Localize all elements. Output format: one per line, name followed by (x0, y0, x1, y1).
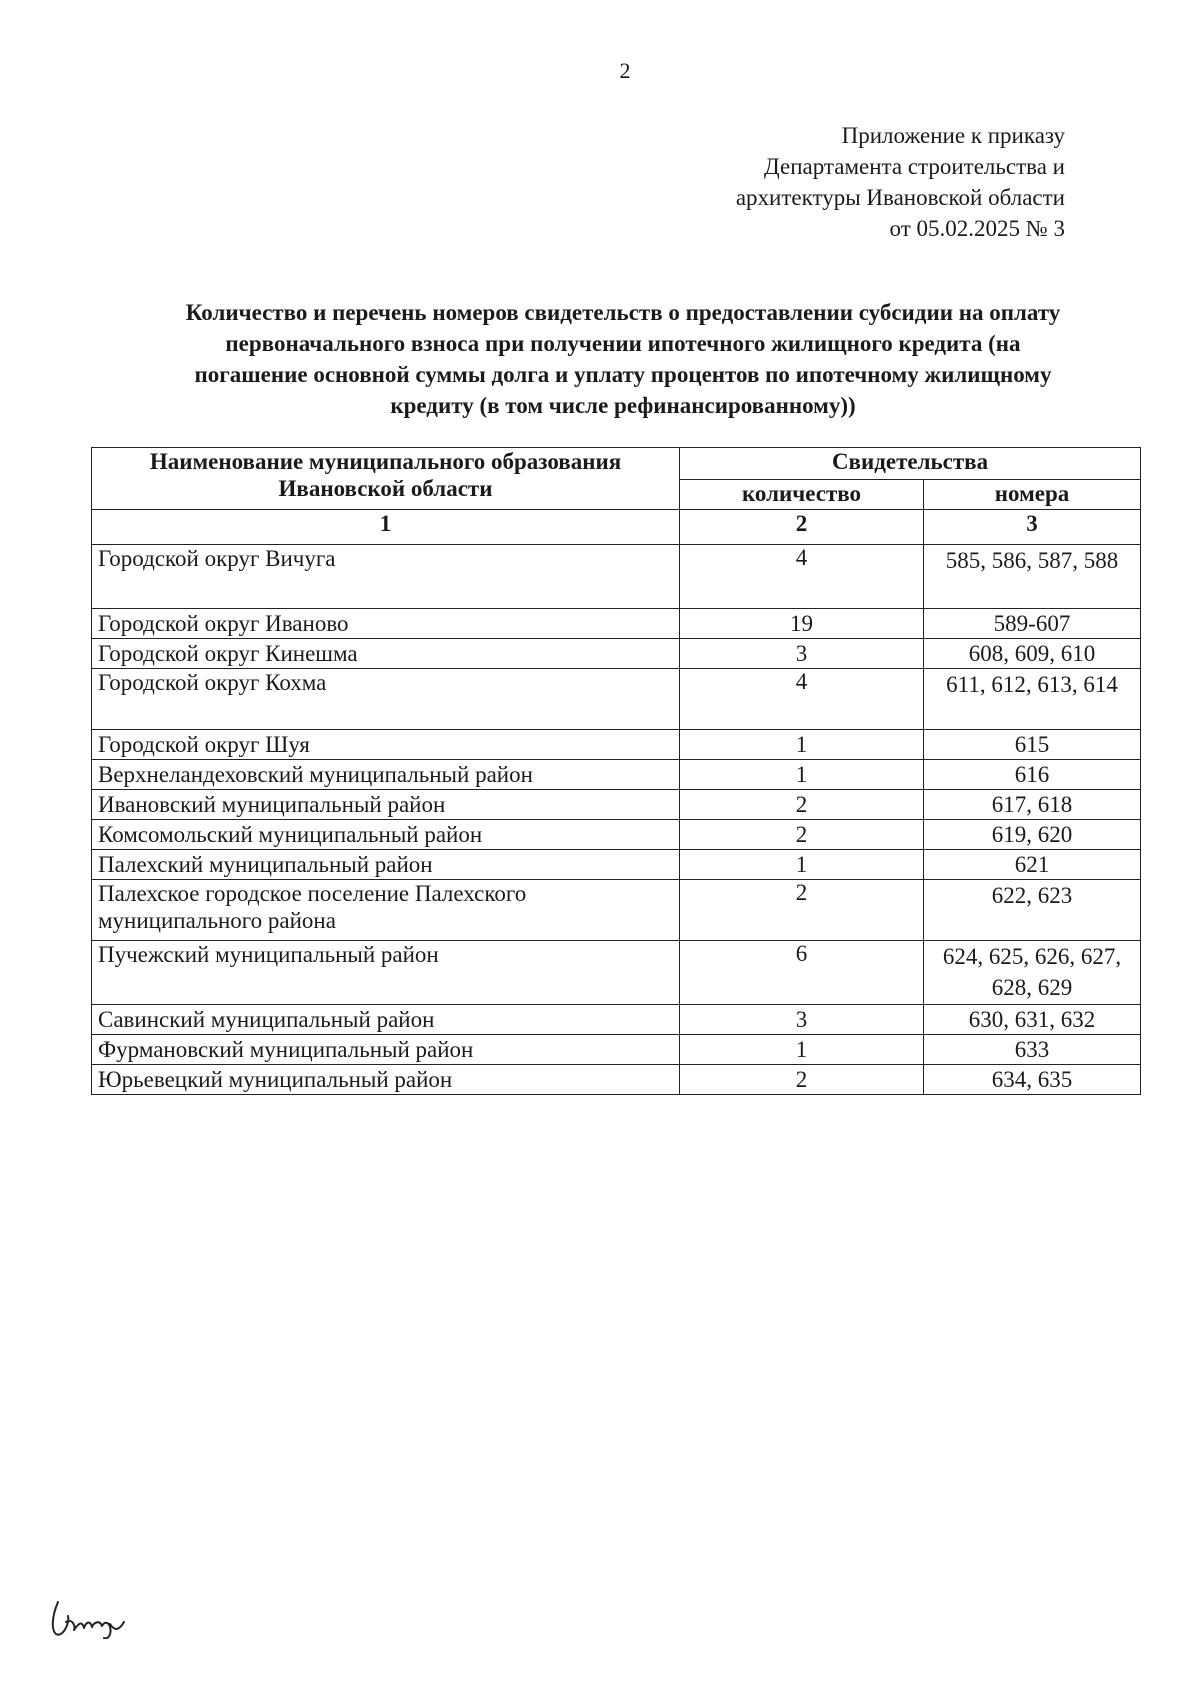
municipality-name: Верхнеландеховский муниципальный район (92, 760, 680, 790)
table-row (92, 850, 1141, 880)
municipality-name: Городской округ Кохма (92, 669, 680, 730)
certificate-numbers: 622, 623 (924, 880, 1141, 941)
certificate-numbers: 589-607 (924, 609, 1141, 639)
certificate-numbers: 619, 620 (924, 820, 1141, 850)
appendix-line: Департамента строительства и (764, 154, 1065, 179)
certificate-count: 2 (680, 820, 924, 850)
municipality-name: Савинский муниципальный район (92, 1005, 680, 1035)
table-row (92, 669, 1141, 730)
certificate-count: 19 (680, 609, 924, 639)
title-line: кредиту (в том числе рефинансированному)) (390, 393, 856, 418)
table-row (92, 760, 1141, 790)
certificate-numbers: 615 (924, 730, 1141, 760)
certificate-numbers: 608, 609, 610 (924, 639, 1141, 669)
title-line: первоначального взноса при получении ипотечного жилищного кредита (на (225, 331, 1021, 356)
certificate-count: 6 (680, 941, 924, 1005)
certificate-numbers: 616 (924, 760, 1141, 790)
table-row (92, 820, 1141, 850)
table-row (92, 1065, 1141, 1095)
certificate-count: 2 (680, 880, 924, 941)
municipality-name: Городской округ Иваново (92, 609, 680, 639)
appendix-order-date: от 05.02.2025 № 3 (889, 216, 1065, 241)
certificate-count: 1 (680, 1035, 924, 1065)
certificate-numbers: 585, 586, 587, 588 (924, 545, 1141, 609)
header-municipality: Наименование муниципального образования Ивановской области (92, 448, 680, 510)
certificate-count: 3 (680, 1005, 924, 1035)
table-row (92, 1035, 1141, 1065)
certificate-numbers: 611, 612, 613, 614 (924, 669, 1141, 730)
table-row (92, 639, 1141, 669)
municipality-name: Палехский муниципальный район (92, 850, 680, 880)
municipality-name: Комсомольский муниципальный район (92, 820, 680, 850)
appendix-line: архитектуры Ивановской области (735, 185, 1065, 210)
certificate-numbers: 630, 631, 632 (924, 1005, 1141, 1035)
certificate-numbers: 621 (924, 850, 1141, 880)
certificate-count: 2 (680, 790, 924, 820)
table-row (92, 609, 1141, 639)
title-line: погашение основной суммы долга и уплату процентов по ипотечному жилищному (194, 362, 1052, 387)
municipality-name: Городской округ Шуя (92, 730, 680, 760)
certificate-count: 3 (680, 639, 924, 669)
certificates-table (91, 447, 1141, 1095)
certificate-numbers: 624, 625, 626, 627, 628, 629 (924, 941, 1141, 1005)
certificate-count: 4 (680, 545, 924, 609)
municipality-name: Ивановский муниципальный район (92, 790, 680, 820)
certificate-count: 1 (680, 730, 924, 760)
table-row (92, 1005, 1141, 1035)
table-row (92, 880, 1141, 941)
appendix-block (736, 120, 1065, 244)
certificate-count: 1 (680, 850, 924, 880)
title-line: Количество и перечень номеров свидетельств о предоставлении субсидии на оплату (185, 300, 1061, 325)
column-number: 3 (924, 510, 1141, 545)
table-row (92, 941, 1141, 1005)
certificate-count: 1 (680, 760, 924, 790)
header-certificates: Свидетельства (680, 448, 1141, 480)
certificate-numbers: 634, 635 (924, 1065, 1141, 1095)
table-row (92, 730, 1141, 760)
page-number: 2 (619, 58, 631, 83)
municipality-name: Фурмановский муниципальный район (92, 1035, 680, 1065)
certificate-count: 4 (680, 669, 924, 730)
table-row (92, 545, 1141, 609)
header-numbers: номера (924, 480, 1141, 510)
column-number: 1 (92, 510, 680, 545)
table-row (92, 790, 1141, 820)
certificate-numbers: 617, 618 (924, 790, 1141, 820)
appendix-line: Приложение к приказу (841, 123, 1065, 148)
municipality-name: Юрьевецкий муниципальный район (92, 1065, 680, 1095)
document-title (118, 297, 1128, 421)
municipality-name: Палехское городское поселение Палехского муниципального района (92, 880, 680, 941)
certificate-count: 2 (680, 1065, 924, 1095)
header-count: количество (680, 480, 924, 510)
municipality-name: Пучежский муниципальный район (92, 941, 680, 1005)
column-number: 2 (680, 510, 924, 545)
signature (48, 1594, 138, 1639)
certificate-numbers: 633 (924, 1035, 1141, 1065)
municipality-name: Городской округ Вичуга (92, 545, 680, 609)
municipality-name: Городской округ Кинешма (92, 639, 680, 669)
